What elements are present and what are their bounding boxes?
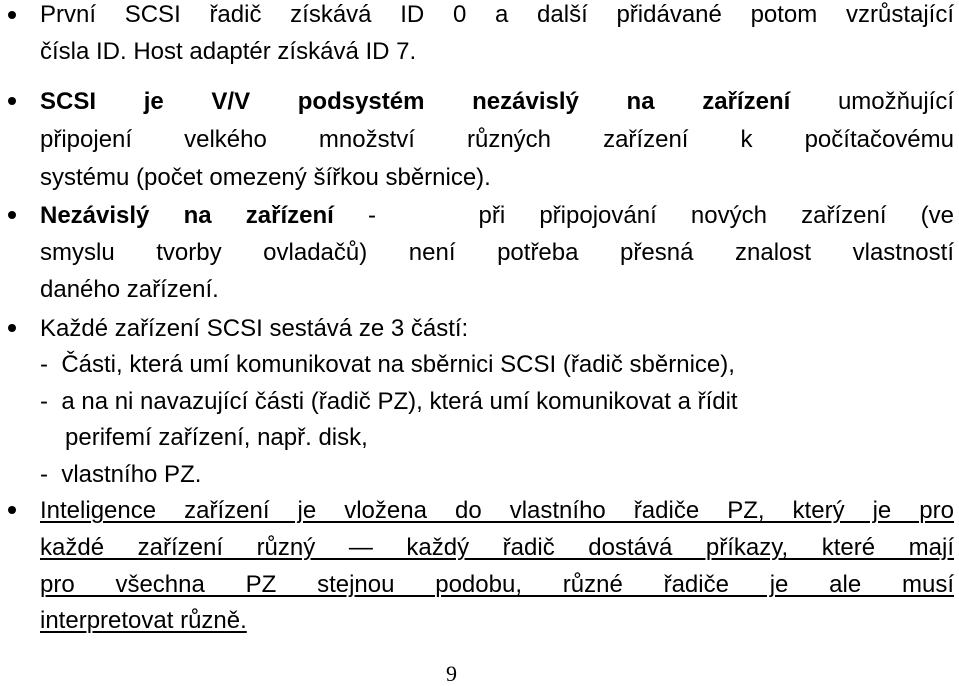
page-number: 9 [446,661,457,686]
item-1-line-2: čísla ID. Host adaptér získává ID 7. [40,38,417,65]
bullet-2 [8,97,16,105]
item-4-sub-1: - Části, která umí komunikovat na sběrnici SCSI (řadič sběrnice), [40,351,735,378]
bullet-3 [8,211,16,219]
item-5-line-4 [40,602,954,639]
item-3-line-1-rest: - při připojování nových zařízení (ve [333,202,955,229]
item-4-sub-2: - a na ni navazující části (řadič PZ), která umí komunikovat a řídit [40,388,738,415]
item-3-line-2: smyslu tvorby ovladačů) není potřeba přesná znalost vlastností [40,239,954,266]
item-2-bold-phrase: SCSI je V/V podsystém nezávislý na zařízení [40,88,791,115]
item-5-line-1: Inteligence zařízení je vložena do vlastního řadiče PZ, který je pro [40,497,954,524]
item-5-line-4-text: interpretovat různě. [40,607,247,634]
item-2-line-3: systému (počet omezený šířkou sběrnice). [40,164,491,191]
item-3-bold-phrase: Nezávislý na zařízení [40,202,334,229]
item-2-line-1 [40,83,954,120]
item-2-line-1-rest: umožňující [790,88,955,115]
item-5-line-3: pro všechna PZ stejnou podobu, různé řadiče je ale musí [40,571,954,598]
item-4-sub-2-cont: perifemí zařízení, např. disk, [65,424,368,451]
item-5-line-2: každé zařízení různý — každý řadič dostává příkazy, které mají [40,534,954,561]
bullet-4 [8,324,16,332]
item-4-line-1: Každé zařízení SCSI sestává ze 3 částí: [40,315,469,342]
item-2-line-2: připojení velkého množství různých zařízení k počítačovému [40,126,954,153]
bullet-5 [8,506,16,514]
item-4-sub-3: - vlastního PZ. [40,461,202,488]
item-3-line-1 [40,197,954,234]
bullet-1 [8,11,16,19]
item-1-line-1: První SCSI řadič získává ID 0 a další přidávané potom vzrůstající [40,1,954,28]
item-3-line-3: daného zařízení. [40,276,219,303]
